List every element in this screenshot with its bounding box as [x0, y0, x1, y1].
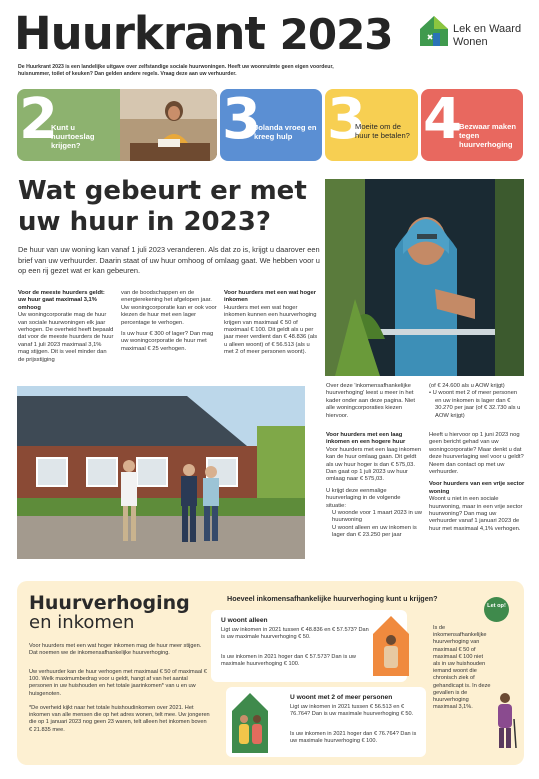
- box-paragraph-2: Uw verhuurder kan de huur verhogen met maximaal € 50 of maximaal € 100. Welk maximumbedrag voor u geldt, hangt af van het aantal personen in uw huishouden en het totale jaarinkomen* van u en uw huisgenoten.: [29, 669, 207, 697]
- col2-body-2: Is uw huur € 300 of lager? Dan mag uw woningcorporatie de huur met maximaal € 25 verhogen.: [121, 331, 214, 352]
- box-subtitle: en inkomen: [29, 612, 135, 633]
- colA2-bullet-1: U woonde voor 1 maart 2023 in uw huurwoning: [332, 510, 422, 524]
- masthead: [14, 6, 404, 62]
- logo-line-2: Wonen: [453, 36, 488, 48]
- intro-text: De Huurkrant 2023 is een landelijke uitgave over zelfstandige sociale huurwoningen. Heeft uw woonruimte geen eigen voordeur, huisnummer, toilet of keuken? Dan gelden andere regels. Vraag deze aan uw verhuurder.: [18, 64, 334, 77]
- box-question: Hoeveel inkomensafhankelijke huurverhoging kunt u krijgen?: [227, 594, 438, 603]
- person-with-cane-icon: [493, 691, 519, 749]
- col2-body: van de boodschappen en de energierekening het afgelopen jaar. Uw woningcorporatie kan er ook voor kiezen de huur met een lager percentage te verhogen.: [121, 290, 217, 326]
- tile-label: Kunt u huurtoeslag krijgen?: [51, 123, 95, 150]
- tile-number: 3: [222, 89, 261, 152]
- tile-jolanda[interactable]: [220, 89, 322, 161]
- residents-street-photo: [17, 386, 305, 559]
- house-logo-icon: [419, 15, 449, 47]
- tile-label: Jolanda vroeg en kreeg hulp: [254, 123, 317, 141]
- colA2-body-2: U krijgt deze eenmalige huurverlaging in de volgende situatie:: [326, 487, 401, 509]
- tile-number: 3: [327, 89, 366, 152]
- colB-body: (of € 24.600 als u AOW krijgt): [429, 383, 505, 389]
- col1-body: Uw woningcorporatie mag de huur van sociale huurwoningen elk jaar verhogen. De overheid heeft bepaald dat voor de meeste huurders de huur vanaf 1 juli 2023 maximaal 3,1% mag stijgen. Dit is veel minder dan de prijsstijging: [18, 312, 114, 363]
- colB2-heading: Voor huurders van een vrije sector woning: [429, 481, 525, 495]
- income-box: [17, 581, 524, 765]
- colA2-bullet-2: U woont alleen en uw inkomen is lager dan € 23.250 per jaar: [332, 524, 417, 539]
- box-paragraph-1: Voor huurders met een wat hoger inkomen mag de huur meer stijgen. Dat noemen we de inkomensafhankelijke huurverhoging.: [29, 643, 202, 657]
- title-word: Huurkrant: [14, 7, 265, 60]
- column-a: [326, 383, 422, 420]
- title-year: 2023: [279, 10, 393, 59]
- card-two-plus-text-1: Ligt uw inkomen in 2021 tussen € 56.513 en € 76.764? Dan is uw maximale huurverhoging € 50.: [290, 704, 414, 718]
- tile-number: 2: [19, 89, 58, 152]
- colB-bullet: • U woont met 2 of meer personen en uw inkomen is lager dan € 30.270 per jaar (of € 32.730 als u AOW krijgt): [429, 390, 521, 419]
- colB2-body-2: Woont u niet in een sociale huurwoning, maar in een vrije sector huurwoning? Dan mag uw verhuurder vanaf 1 januari 2023 de huur met maximaal 4,1% verhogen.: [429, 496, 523, 532]
- box-title: Huurverhoging: [29, 592, 190, 614]
- column-2: [121, 290, 218, 353]
- logo-line-1: Lek en Waard: [453, 23, 522, 35]
- article-headline: Wat gebeurt er met uw huur in 2023?: [18, 176, 307, 237]
- card-alone: [211, 610, 407, 682]
- col3-heading: Voor huurders met een wat hoger inkomen: [224, 290, 317, 304]
- tile-number: 4: [423, 89, 462, 152]
- tile-huurtoeslag[interactable]: [17, 89, 217, 161]
- tile-bezwaar[interactable]: [421, 89, 523, 161]
- column-b: [429, 383, 525, 420]
- column-a2: [326, 432, 422, 540]
- card-two-plus-title: U woont met 2 of meer personen: [290, 694, 393, 701]
- single-person-icon: [371, 614, 411, 676]
- tile-label: Bezwaar maken tegen huurverhoging: [459, 122, 516, 149]
- let-op-note: Is de inkomensafhankelijke huurverhoging van maximaal € 50 of maximaal € 100 niet als in uw huishouden iemand woont die chronisch ziek of gehandicapt is. In deze gevallen is de huurverhoging maximaal 3,1%.: [433, 625, 491, 711]
- feature-tiles: [17, 89, 523, 161]
- card-alone-text-2: Is uw inkomen in 2021 hoger dan € 57.573? Dan is uw maximale huurverhoging € 100.: [221, 654, 356, 668]
- woman-at-window-photo: [325, 179, 524, 376]
- newspaper-title: [14, 6, 404, 63]
- tile-moeite-betalen[interactable]: [325, 89, 418, 161]
- colB2-body: Heeft u hiervoor op 1 juni 2023 nog geen bericht gehad van uw woningcorporatie? Maar denkt u dat deze huurverlaging wel voor u geldt? Neem dan contact op met uw verhuurder.: [429, 432, 524, 476]
- box-paragraph-3: *De overheid kijkt naar het totale huishoudinkomen over 2021. Het inkomen van alle mensen die op het adres wonen, telt mee. Uw jongeren die op 1 januari 2023 nog geen 23 waren, telt alleen het inkomen boven € 21.835 mee.: [29, 705, 210, 733]
- let-op-badge: Let op!: [484, 597, 509, 622]
- column-3: [224, 290, 320, 357]
- col1-heading: Voor de meeste huurders geldt: uw huur gaat maximaal 3,1% omhoog: [18, 290, 105, 311]
- column-1: [18, 290, 114, 364]
- tile-label: Moeite om de huur te betalen?: [355, 122, 410, 140]
- two-persons-icon: [230, 691, 270, 753]
- colA2-heading: Voor huurders met een laag inkomen en een hogere huur: [326, 432, 406, 446]
- article-lead: De huur van uw woning kan vanaf 1 juli 2023 veranderen. Als dat zo is, krijgt u daarover een brief van uw verhuurder. Daarin staat of uw huur omhoog of omlaag gaat. We hebben voor u op een rij gezet wat er kan gebeuren.: [18, 245, 320, 275]
- card-alone-title: U woont alleen: [221, 617, 268, 624]
- col3-body: Huurders met een wat hoger inkomen kunnen een huurverhoging krijgen van maximaal € 50 of maximaal € 100. Dit geldt als u per jaar meer verdient dan € 48.836 (als u alleen woont) of € 56.513 (als u met 2 of meer personen woont).: [224, 304, 318, 356]
- colA-body: Over deze 'inkomensafhankelijke huurverhoging' leest u meer in het kader onder aan deze pagina. Niet alle woningcorporaties kiezen hiervoor.: [326, 383, 415, 419]
- colA2-body: Voor huurders met een laag inkomen kan de huur omlaag gaan. Dit geldt als uw huur hoger is dan € 575,03. Dan gaat op 1 juli 2023 uw huur omlaag naar € 575,03.: [326, 446, 422, 483]
- card-two-plus: [226, 687, 426, 757]
- woman-with-papers-photo: [120, 89, 217, 161]
- column-b2: [429, 432, 525, 533]
- card-two-plus-text-2: Is uw inkomen in 2021 hoger dan € 76.764? Dan is uw maximale huurverhoging € 100.: [290, 731, 417, 745]
- lek-en-waard-logo[interactable]: [419, 15, 529, 55]
- card-alone-text-1: Ligt uw inkomen in 2021 tussen € 48.836 en € 57.573? Dan is uw maximale huurverhoging € 50.: [221, 627, 369, 641]
